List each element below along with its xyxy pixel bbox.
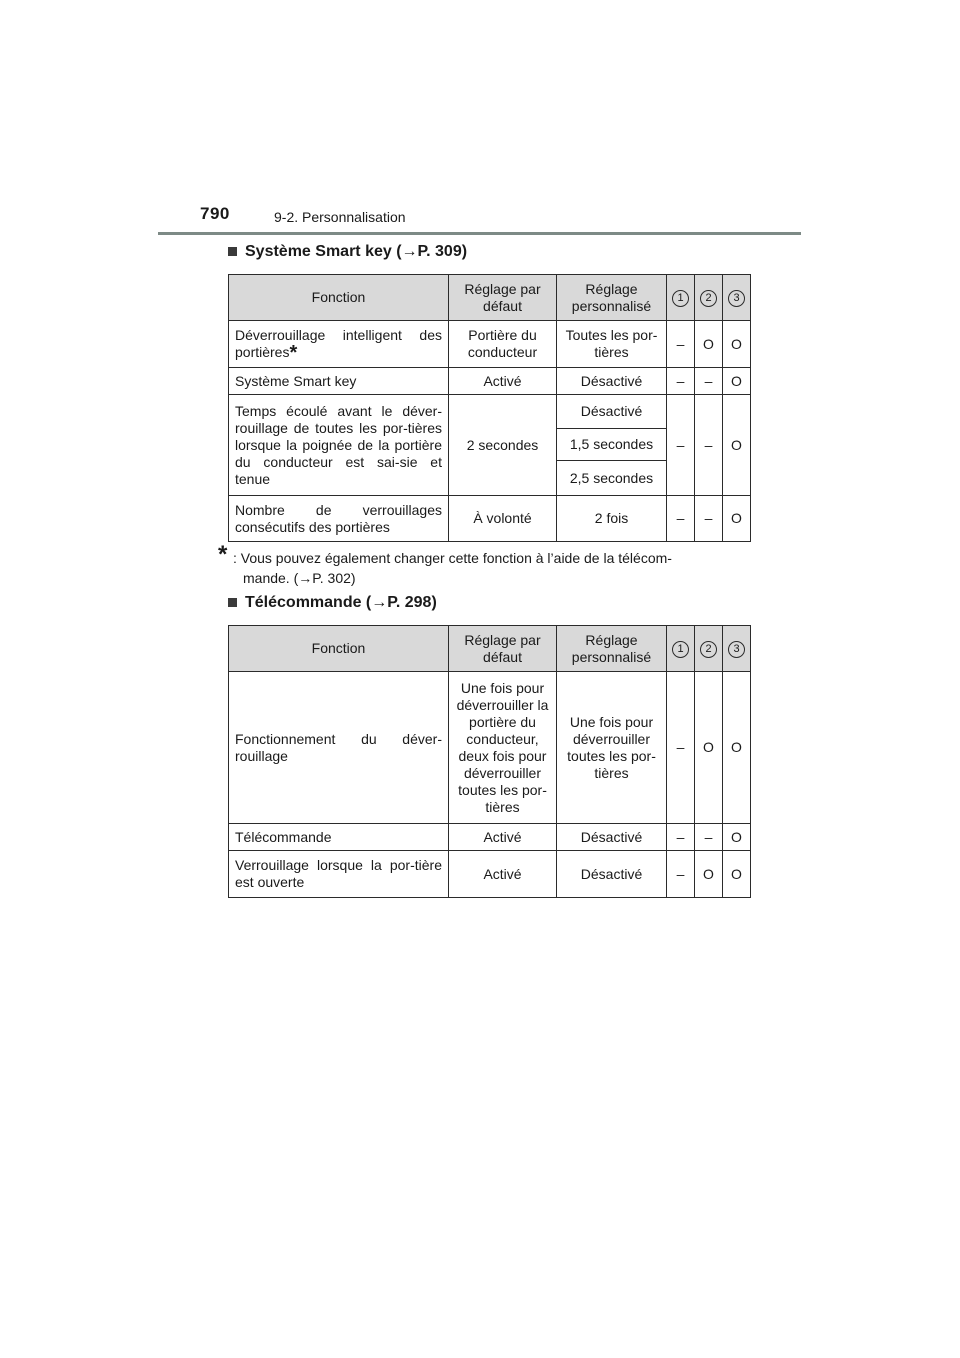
footnote-line-2: mande. (→P. 302) xyxy=(243,570,356,586)
circled-number-1: 1 xyxy=(672,641,689,658)
table-row xyxy=(229,395,751,429)
col3-cell: O xyxy=(723,851,751,898)
function-cell: Télécommande xyxy=(229,824,449,851)
column-header-default: Réglage par défaut xyxy=(449,626,557,672)
default-cell: Une fois pour déverrouiller la portière du conducteur, deux fois pour déverrouiller toutes les por-tières xyxy=(449,672,557,824)
footnote-star-icon: * xyxy=(218,541,228,568)
custom-cell: Désactivé xyxy=(557,824,667,851)
page-number: 790 xyxy=(200,204,230,223)
function-cell: Nombre de verrouillages consécutifs des portières xyxy=(229,496,449,542)
table-row xyxy=(229,321,751,368)
function-cell: Verrouillage lorsque la por-tière est ouverte xyxy=(229,851,449,898)
custom-cell: 2 fois xyxy=(557,496,667,542)
column-header-3 xyxy=(723,275,751,321)
custom-option-cell: Désactivé xyxy=(557,395,667,429)
col3-cell: O xyxy=(723,321,751,368)
col3-cell: O xyxy=(723,368,751,395)
table-row xyxy=(229,496,751,542)
smart-key-table xyxy=(228,274,751,542)
default-cell: À volonté xyxy=(449,496,557,542)
column-header-custom: Réglage personnalisé xyxy=(557,626,667,672)
custom-cell: Désactivé xyxy=(557,368,667,395)
header-divider xyxy=(158,232,801,235)
column-header-default: Réglage par défaut xyxy=(449,275,557,321)
col1-cell: – xyxy=(667,672,695,824)
col1-cell: – xyxy=(667,851,695,898)
custom-option-cell: 1,5 secondes xyxy=(557,429,667,461)
col2-cell: – xyxy=(695,395,723,496)
column-header-3 xyxy=(723,626,751,672)
custom-cell: Toutes les por-tières xyxy=(557,321,667,368)
col1-cell: – xyxy=(667,321,695,368)
default-cell: Activé xyxy=(449,824,557,851)
custom-cell: Désactivé xyxy=(557,851,667,898)
function-cell: Temps écoulé avant le déver-rouillage de toutes les por-tières lorsque la poignée de la portière du conducteur est sai-sie et tenue xyxy=(229,395,449,496)
footnote xyxy=(218,541,749,588)
table-header-row xyxy=(229,275,751,321)
table-row xyxy=(229,368,751,395)
col2-cell: O xyxy=(695,851,723,898)
col3-cell: O xyxy=(723,395,751,496)
col2-cell: O xyxy=(695,321,723,368)
table-header-row xyxy=(229,626,751,672)
col2-cell: O xyxy=(695,672,723,824)
column-header-1 xyxy=(667,275,695,321)
footnote-marker: * xyxy=(289,342,298,364)
col1-cell: – xyxy=(667,824,695,851)
col3-cell: O xyxy=(723,672,751,824)
smart-key-heading-text: Système Smart key (→P. 309) xyxy=(245,243,468,260)
col2-cell: – xyxy=(695,368,723,395)
col1-cell: – xyxy=(667,496,695,542)
custom-cell: Une fois pour déverrouiller toutes les por-tières xyxy=(557,672,667,824)
footnote-line-1: : Vous pouvez également changer cette fonction à l’aide de la télécom- xyxy=(233,550,672,566)
table-row xyxy=(229,824,751,851)
table-row xyxy=(229,851,751,898)
default-cell: Activé xyxy=(449,368,557,395)
column-header-custom: Réglage personnalisé xyxy=(557,275,667,321)
bullet-square-icon xyxy=(228,247,237,256)
function-cell: Déverrouillage intelligent des portières* xyxy=(229,321,449,368)
circled-number-1: 1 xyxy=(672,290,689,307)
section-title: 9-2. Personnalisation xyxy=(274,209,406,225)
column-header-2 xyxy=(695,626,723,672)
column-header-2 xyxy=(695,275,723,321)
table-row xyxy=(229,672,751,824)
circled-number-2: 2 xyxy=(700,290,717,307)
circled-number-2: 2 xyxy=(700,641,717,658)
function-cell: Système Smart key xyxy=(229,368,449,395)
remote-heading-text: Télécommande (→P. 298) xyxy=(245,594,437,611)
col2-cell: – xyxy=(695,824,723,851)
default-cell: Activé xyxy=(449,851,557,898)
remote-table xyxy=(228,625,751,898)
col2-cell: – xyxy=(695,496,723,542)
smart-key-heading xyxy=(228,243,467,261)
circled-number-3: 3 xyxy=(728,290,745,307)
col1-cell: – xyxy=(667,395,695,496)
column-header-function: Fonction xyxy=(229,275,449,321)
circled-number-3: 3 xyxy=(728,641,745,658)
col3-cell: O xyxy=(723,496,751,542)
default-cell: Portière du conducteur xyxy=(449,321,557,368)
column-header-1 xyxy=(667,626,695,672)
column-header-function: Fonction xyxy=(229,626,449,672)
custom-option-cell: 2,5 secondes xyxy=(557,461,667,496)
col1-cell: – xyxy=(667,368,695,395)
bullet-square-icon xyxy=(228,598,237,607)
function-cell: Fonctionnement du déver-rouillage xyxy=(229,672,449,824)
remote-heading xyxy=(228,594,437,612)
default-cell: 2 secondes xyxy=(449,395,557,496)
col3-cell: O xyxy=(723,824,751,851)
